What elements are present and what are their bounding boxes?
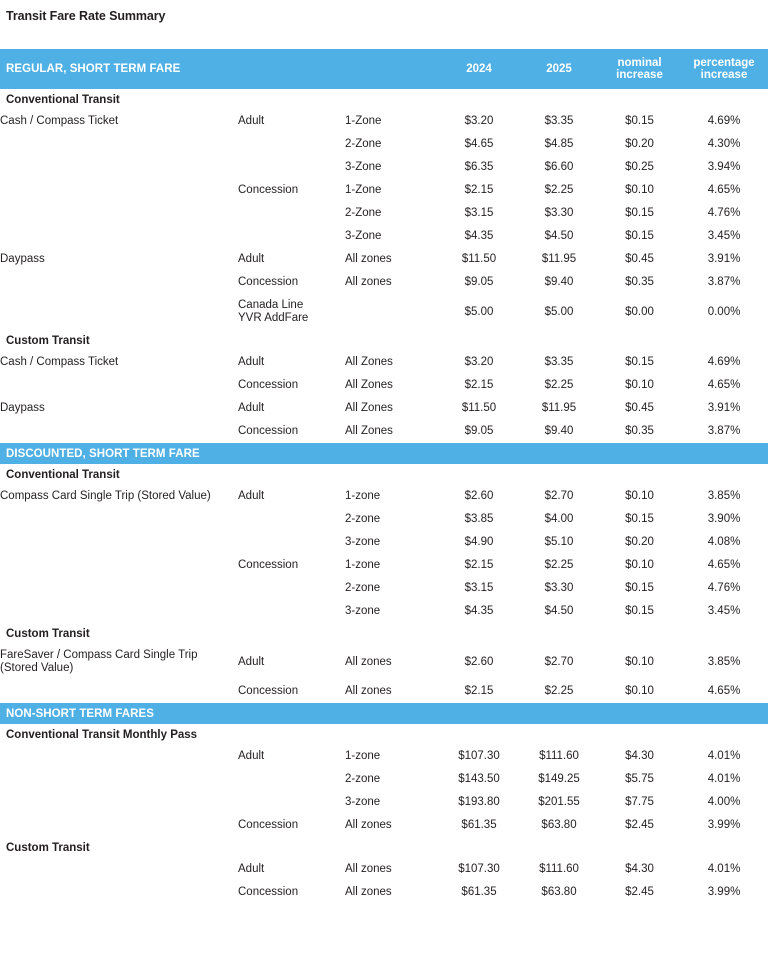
fare-label bbox=[0, 881, 238, 904]
section-header-non-short-term-fares bbox=[0, 703, 768, 724]
fare-label bbox=[0, 745, 238, 768]
fare-year-next: $11.95 bbox=[541, 253, 577, 265]
rider-category bbox=[238, 577, 345, 600]
percentage-increase: 3.87% bbox=[707, 425, 741, 437]
percentage-increase: 4.01% bbox=[707, 863, 741, 875]
fare-year-next: $3.35 bbox=[544, 115, 574, 127]
fare-label bbox=[0, 508, 238, 531]
percentage-increase: 4.65% bbox=[707, 685, 741, 697]
table-row bbox=[0, 156, 768, 179]
zone-category: All zones bbox=[345, 253, 392, 265]
fare-year-prev: $2.15 bbox=[464, 379, 494, 391]
percentage-increase: 3.90% bbox=[707, 513, 741, 525]
fare-year-next: $3.30 bbox=[544, 582, 574, 594]
fare-label bbox=[0, 768, 238, 791]
fare-label: Cash / Compass Ticket bbox=[0, 356, 119, 368]
fare-year-prev: $2.15 bbox=[464, 559, 494, 571]
fare-year-prev: $61.35 bbox=[461, 886, 497, 898]
group-title: Custom Transit bbox=[6, 842, 90, 854]
fare-label bbox=[0, 156, 238, 179]
column-header-percentage-increase: percentage increase bbox=[680, 49, 768, 89]
nominal-increase: $0.00 bbox=[625, 305, 654, 318]
zone-category: 1-zone bbox=[345, 750, 381, 762]
fare-year-next: $2.25 bbox=[544, 685, 574, 697]
rider-category bbox=[238, 156, 345, 179]
table-row bbox=[0, 133, 768, 156]
nominal-increase: $4.30 bbox=[625, 750, 654, 762]
percentage-increase: 3.99% bbox=[707, 819, 741, 831]
nominal-increase: $0.10 bbox=[625, 379, 654, 391]
fare-label bbox=[0, 225, 238, 248]
table-row bbox=[0, 600, 768, 623]
rider-category: Concession bbox=[238, 819, 299, 831]
rider-category: Concession bbox=[238, 379, 299, 391]
percentage-increase: 4.69% bbox=[707, 115, 741, 127]
rider-category: Adult bbox=[238, 253, 265, 265]
percentage-increase: 4.69% bbox=[707, 356, 741, 368]
group-title: Custom Transit bbox=[6, 335, 90, 347]
section-header-discounted-short-term-fare bbox=[0, 443, 768, 464]
zone-category: All zones bbox=[345, 886, 392, 898]
nominal-increase: $0.10 bbox=[625, 184, 654, 196]
fare-year-next: $9.40 bbox=[544, 276, 574, 288]
rider-category: Adult bbox=[238, 655, 265, 668]
zone-category: All Zones bbox=[345, 356, 393, 368]
nominal-increase: $2.45 bbox=[625, 819, 654, 831]
group-title: Conventional Transit Monthly Pass bbox=[6, 729, 198, 741]
rider-category bbox=[238, 225, 345, 248]
zone-category: All zones bbox=[345, 819, 392, 831]
fare-rate-table bbox=[0, 49, 768, 904]
table-row bbox=[0, 420, 768, 443]
zone-category: 1-Zone bbox=[345, 184, 382, 196]
fare-year-prev: $3.15 bbox=[464, 582, 494, 594]
zone-category: 3-Zone bbox=[345, 230, 382, 242]
fare-year-next: $2.70 bbox=[544, 490, 574, 502]
fare-label bbox=[0, 554, 238, 577]
fare-year-prev: $193.80 bbox=[458, 796, 500, 808]
fare-year-prev: $2.60 bbox=[464, 490, 494, 502]
nominal-increase: $0.20 bbox=[625, 536, 654, 548]
rider-category bbox=[238, 600, 345, 623]
rider-category: Canada Line YVR AddFare bbox=[238, 299, 309, 324]
fare-year-next: $2.70 bbox=[544, 655, 574, 668]
percentage-increase: 3.85% bbox=[707, 490, 741, 502]
fare-year-prev: $2.15 bbox=[464, 685, 494, 697]
fare-year-next: $4.50 bbox=[544, 605, 574, 617]
table-row bbox=[0, 397, 768, 420]
fare-year-prev: $4.35 bbox=[464, 230, 494, 242]
nominal-increase: $0.15 bbox=[625, 605, 654, 617]
table-row bbox=[0, 351, 768, 374]
column-header-year-next: 2025 bbox=[519, 49, 599, 89]
rider-category bbox=[238, 508, 345, 531]
nominal-increase: $0.10 bbox=[625, 685, 654, 697]
table-row bbox=[0, 531, 768, 554]
table-row bbox=[0, 271, 768, 294]
zone-category: 1-zone bbox=[345, 490, 381, 502]
table-row bbox=[0, 791, 768, 814]
group-header-custom-transit bbox=[0, 330, 768, 351]
fare-label: Compass Card Single Trip (Stored Value) bbox=[0, 490, 211, 502]
fare-label bbox=[0, 814, 238, 837]
fare-label bbox=[0, 374, 238, 397]
fare-label bbox=[0, 858, 238, 881]
percentage-increase: 4.30% bbox=[707, 138, 741, 150]
percentage-increase: 3.87% bbox=[707, 276, 741, 288]
fare-year-prev: $2.60 bbox=[464, 655, 494, 668]
zone-category: 1-zone bbox=[345, 559, 381, 571]
fare-year-next: $201.55 bbox=[538, 796, 580, 808]
nominal-increase: $0.45 bbox=[625, 253, 654, 265]
table-row bbox=[0, 745, 768, 768]
fare-year-prev: $61.35 bbox=[461, 819, 497, 831]
fare-label bbox=[0, 531, 238, 554]
table-row bbox=[0, 644, 768, 680]
rider-category: Adult bbox=[238, 115, 265, 127]
percentage-increase: 4.76% bbox=[707, 207, 741, 219]
fare-year-next: $5.00 bbox=[544, 305, 574, 318]
fare-year-next: $111.60 bbox=[539, 750, 579, 762]
fare-year-next: $11.95 bbox=[541, 402, 577, 414]
nominal-increase: $0.10 bbox=[625, 559, 654, 571]
zone-category: 3-Zone bbox=[345, 161, 382, 173]
table-row bbox=[0, 294, 768, 330]
rider-category bbox=[238, 531, 345, 554]
fare-year-prev: $2.15 bbox=[464, 184, 494, 196]
zone-category: All zones bbox=[345, 685, 392, 697]
table-row bbox=[0, 768, 768, 791]
fare-label bbox=[0, 600, 238, 623]
nominal-increase: $4.30 bbox=[625, 863, 654, 875]
rider-category: Adult bbox=[238, 490, 265, 502]
fare-year-prev: $3.20 bbox=[464, 115, 494, 127]
zone-category: All zones bbox=[345, 655, 392, 668]
fare-year-prev: $5.00 bbox=[464, 305, 494, 318]
group-header-custom-transit-monthly bbox=[0, 837, 768, 858]
table-row bbox=[0, 110, 768, 133]
column-header-nominal-increase: nominal increase bbox=[599, 49, 680, 89]
fare-label: FareSaver / Compass Card Single Trip (Stored Value) bbox=[0, 649, 198, 674]
fare-year-prev: $11.50 bbox=[461, 253, 497, 265]
group-header-conventional-transit-discounted bbox=[0, 464, 768, 485]
rider-category bbox=[238, 768, 345, 791]
fare-year-prev: $3.15 bbox=[464, 207, 494, 219]
percentage-increase: 4.65% bbox=[707, 559, 741, 571]
nominal-increase: $0.15 bbox=[625, 207, 654, 219]
rider-category: Concession bbox=[238, 425, 299, 437]
table-row bbox=[0, 881, 768, 904]
rider-category: Concession bbox=[238, 559, 299, 571]
fare-year-next: $6.60 bbox=[544, 161, 574, 173]
table-row bbox=[0, 485, 768, 508]
rider-category bbox=[238, 791, 345, 814]
nominal-increase: $0.15 bbox=[625, 513, 654, 525]
zone-category: 3-zone bbox=[345, 605, 381, 617]
nominal-increase: $0.10 bbox=[625, 655, 654, 668]
zone-category: All zones bbox=[345, 276, 392, 288]
fare-label bbox=[0, 133, 238, 156]
section-title: NON-SHORT TERM FARES bbox=[0, 703, 768, 724]
rider-category: Adult bbox=[238, 402, 265, 414]
table-row bbox=[0, 179, 768, 202]
table-row bbox=[0, 202, 768, 225]
fare-year-next: $2.25 bbox=[544, 379, 574, 391]
percentage-increase: 3.91% bbox=[707, 253, 741, 265]
nominal-increase: $0.15 bbox=[625, 230, 654, 242]
group-header-conventional-transit bbox=[0, 89, 768, 110]
nominal-increase: $0.35 bbox=[625, 425, 654, 437]
fare-label bbox=[0, 294, 238, 330]
fare-year-next: $9.40 bbox=[544, 425, 574, 437]
fare-year-next: $5.10 bbox=[544, 536, 574, 548]
fare-year-prev: $3.85 bbox=[464, 513, 494, 525]
fare-label: Daypass bbox=[0, 402, 45, 414]
nominal-increase: $0.15 bbox=[625, 115, 654, 127]
fare-label bbox=[0, 271, 238, 294]
fare-year-next: $63.80 bbox=[541, 819, 577, 831]
fare-year-prev: $4.65 bbox=[464, 138, 494, 150]
table-row bbox=[0, 225, 768, 248]
fare-year-prev: $9.05 bbox=[464, 276, 494, 288]
rider-category: Adult bbox=[238, 863, 265, 875]
zone-category: 1-Zone bbox=[345, 115, 382, 127]
table-row bbox=[0, 374, 768, 397]
rider-category: Concession bbox=[238, 276, 299, 288]
percentage-increase: 4.76% bbox=[707, 582, 741, 594]
percentage-increase: 3.85% bbox=[707, 655, 741, 668]
group-title: Conventional Transit bbox=[6, 94, 120, 106]
fare-year-next: $3.35 bbox=[544, 356, 574, 368]
nominal-increase: $0.10 bbox=[625, 490, 654, 502]
zone-category: All zones bbox=[345, 863, 392, 875]
percentage-increase: 3.94% bbox=[707, 161, 741, 173]
nominal-increase: $0.15 bbox=[625, 582, 654, 594]
zone-category: All Zones bbox=[345, 379, 393, 391]
fare-year-next: $63.80 bbox=[541, 886, 577, 898]
fare-label: Daypass bbox=[0, 253, 45, 265]
fare-year-next: $4.00 bbox=[544, 513, 574, 525]
percentage-increase: 0.00% bbox=[707, 305, 741, 318]
fare-year-prev: $4.35 bbox=[464, 605, 494, 617]
nominal-increase: $0.20 bbox=[625, 138, 654, 150]
zone-category: All Zones bbox=[345, 402, 393, 414]
fare-label bbox=[0, 202, 238, 225]
fare-label bbox=[0, 577, 238, 600]
zone-category: All Zones bbox=[345, 425, 393, 437]
percentage-increase: 3.99% bbox=[707, 886, 741, 898]
fare-year-next: $3.30 bbox=[544, 207, 574, 219]
zone-category: 2-Zone bbox=[345, 207, 382, 219]
table-row bbox=[0, 858, 768, 881]
nominal-increase: $0.45 bbox=[625, 402, 654, 414]
fare-year-next: $4.50 bbox=[544, 230, 574, 242]
fare-year-next: $149.25 bbox=[538, 773, 580, 785]
nominal-increase: $2.45 bbox=[625, 886, 654, 898]
zone-category bbox=[345, 294, 439, 330]
fare-year-prev: $3.20 bbox=[464, 356, 494, 368]
section-title: REGULAR, SHORT TERM FARE bbox=[0, 49, 439, 89]
fare-year-prev: $4.90 bbox=[464, 536, 494, 548]
group-header-conventional-transit-monthly-pass bbox=[0, 724, 768, 745]
percentage-increase: 3.45% bbox=[707, 230, 741, 242]
fare-year-next: $4.85 bbox=[544, 138, 574, 150]
section-title: DISCOUNTED, SHORT TERM FARE bbox=[0, 443, 768, 464]
percentage-increase: 4.01% bbox=[707, 773, 741, 785]
table-row bbox=[0, 680, 768, 703]
zone-category: 2-zone bbox=[345, 513, 381, 525]
fare-year-prev: $143.50 bbox=[458, 773, 500, 785]
group-header-custom-transit-discounted bbox=[0, 623, 768, 644]
fare-year-next: $2.25 bbox=[544, 184, 574, 196]
fare-year-prev: $107.30 bbox=[458, 863, 500, 875]
nominal-increase: $0.35 bbox=[625, 276, 654, 288]
section-header-regular-short-term-fare bbox=[0, 49, 768, 89]
rider-category: Adult bbox=[238, 356, 265, 368]
fare-year-prev: $11.50 bbox=[461, 402, 497, 414]
rider-category: Adult bbox=[238, 750, 265, 762]
fare-label bbox=[0, 179, 238, 202]
zone-category: 3-zone bbox=[345, 796, 381, 808]
nominal-increase: $7.75 bbox=[625, 796, 654, 808]
fare-year-next: $2.25 bbox=[544, 559, 574, 571]
group-title: Custom Transit bbox=[6, 628, 90, 640]
table-row bbox=[0, 508, 768, 531]
percentage-increase: 4.00% bbox=[707, 796, 741, 808]
zone-category: 2-Zone bbox=[345, 138, 382, 150]
zone-category: 2-zone bbox=[345, 773, 381, 785]
zone-category: 2-zone bbox=[345, 582, 381, 594]
fare-year-prev: $107.30 bbox=[458, 750, 500, 762]
fare-year-prev: $6.35 bbox=[464, 161, 494, 173]
percentage-increase: 4.65% bbox=[707, 379, 741, 391]
table-row bbox=[0, 577, 768, 600]
rider-category: Concession bbox=[238, 184, 299, 196]
group-title: Conventional Transit bbox=[6, 469, 120, 481]
percentage-increase: 3.45% bbox=[707, 605, 741, 617]
fare-year-next: $111.60 bbox=[539, 863, 579, 875]
nominal-increase: $0.15 bbox=[625, 356, 654, 368]
table-row bbox=[0, 248, 768, 271]
rider-category bbox=[238, 133, 345, 156]
percentage-increase: 4.01% bbox=[707, 750, 741, 762]
percentage-increase: 3.91% bbox=[707, 402, 741, 414]
percentage-increase: 4.65% bbox=[707, 184, 741, 196]
fare-year-prev: $9.05 bbox=[464, 425, 494, 437]
nominal-increase: $5.75 bbox=[625, 773, 654, 785]
percentage-increase: 4.08% bbox=[707, 536, 741, 548]
rider-category: Concession bbox=[238, 886, 299, 898]
table-row bbox=[0, 814, 768, 837]
fare-label: Cash / Compass Ticket bbox=[0, 115, 119, 127]
nominal-increase: $0.25 bbox=[625, 161, 654, 173]
fare-label bbox=[0, 680, 238, 703]
column-header-year-prev: 2024 bbox=[439, 49, 519, 89]
table-row bbox=[0, 554, 768, 577]
fare-label bbox=[0, 420, 238, 443]
page-title: Transit Fare Rate Summary bbox=[6, 9, 166, 23]
fare-label bbox=[0, 791, 238, 814]
rider-category bbox=[238, 202, 345, 225]
rider-category: Concession bbox=[238, 685, 299, 697]
zone-category: 3-zone bbox=[345, 536, 381, 548]
